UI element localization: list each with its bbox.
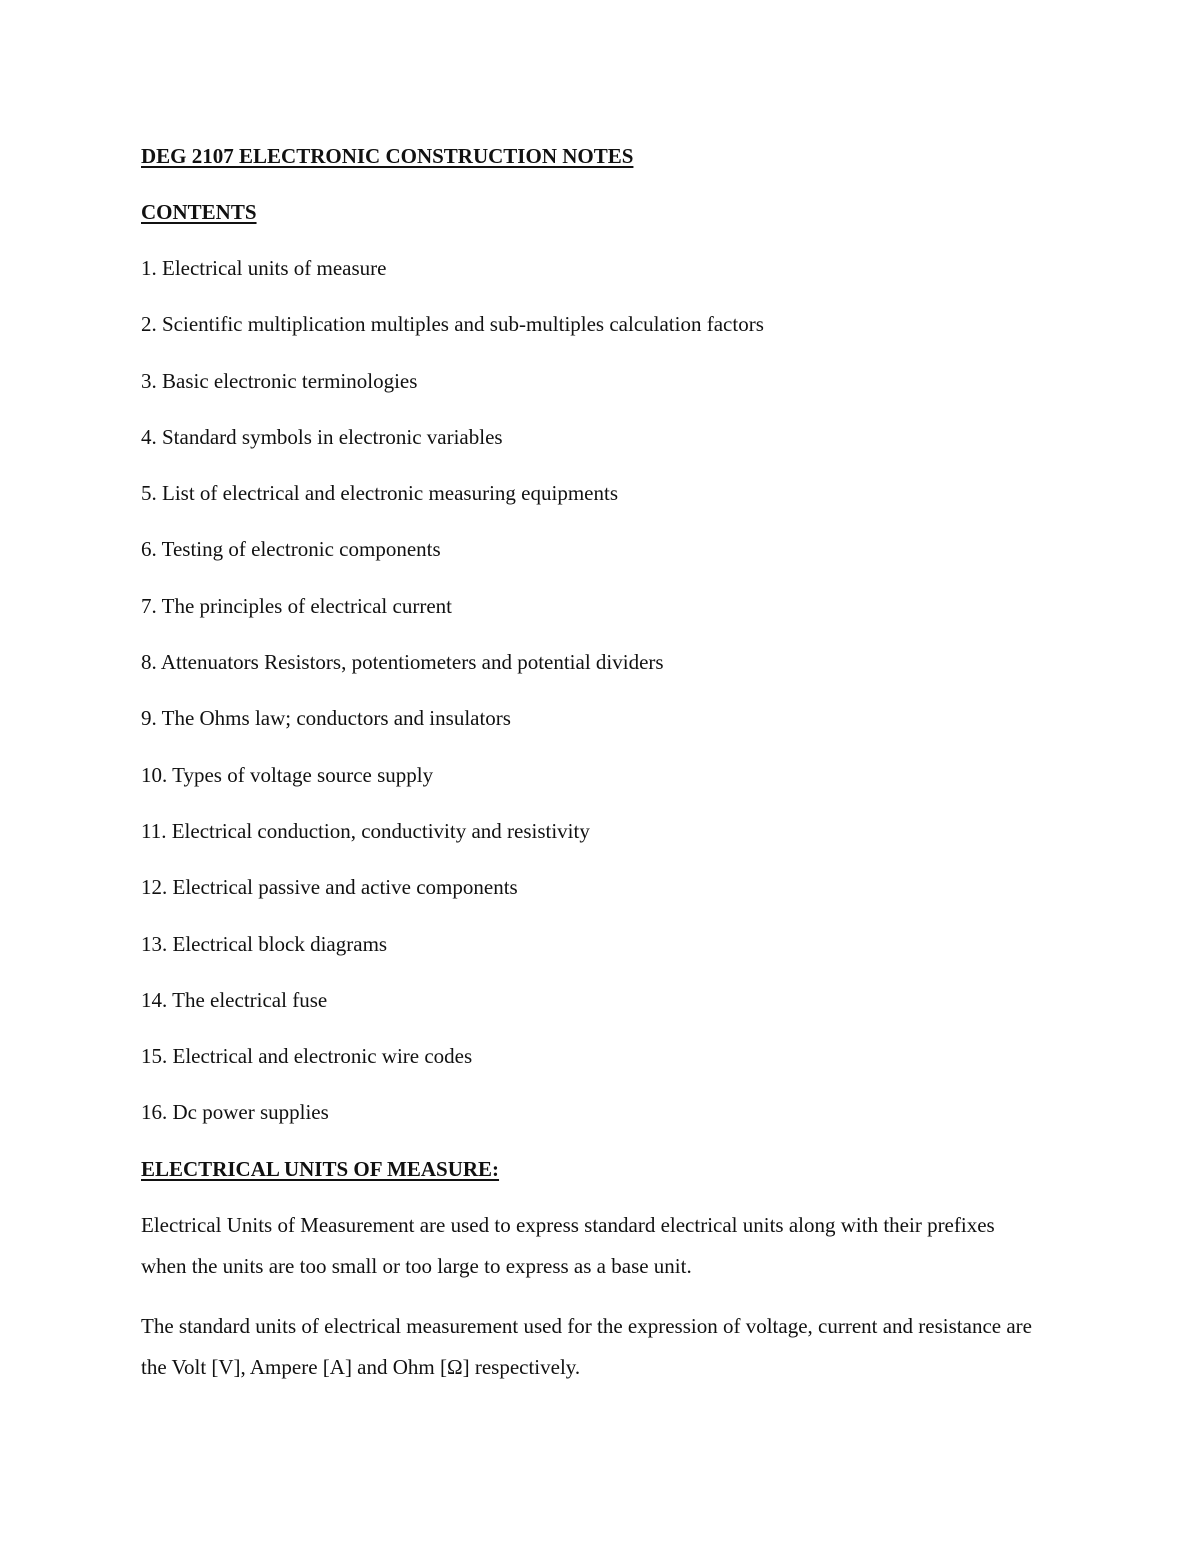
contents-item: 1. Electrical units of measure — [141, 256, 387, 280]
contents-item: 15. Electrical and electronic wire codes — [141, 1044, 473, 1069]
section-heading: ELECTRICAL UNITS OF MEASURE: — [141, 1156, 500, 1181]
contents-item: 2. Scientific multiplication multiples and sub-multiples calculation factors — [141, 312, 764, 337]
contents-item: 5. List of electrical and electronic measuring equipments — [141, 481, 618, 506]
contents-item: 8. Attenuators Resistors, potentiometers and potential dividers — [141, 650, 664, 675]
contents-list — [141, 252, 1041, 1128]
contents-item: 14. The electrical fuse — [141, 987, 328, 1012]
contents-item: 6. Testing of electronic components — [141, 537, 441, 562]
contents-item: 10. Types of voltage source supply — [141, 762, 434, 787]
contents-item: 9. The Ohms law; conductors and insulators — [141, 706, 511, 731]
document-body — [141, 140, 1041, 1388]
contents-item: 13. Electrical block diagrams — [141, 931, 388, 956]
contents-item: 7. The principles of electrical current — [141, 593, 452, 618]
contents-item: 4. Standard symbols in electronic variables — [141, 424, 503, 449]
contents-item: 16. Dc power supplies — [141, 1100, 329, 1125]
paragraph: The standard units of electrical measurement used for the expression of voltage, current and resistance are the Volt [V], Ampere [A] and Ohm [Ω] respectively. — [141, 1313, 1032, 1379]
contents-item: 11. Electrical conduction, conductivity and resistivity — [141, 818, 590, 843]
contents-item: 12. Electrical passive and active components — [141, 875, 518, 900]
paragraph: Electrical Units of Measurement are used to express standard electrical units along with their prefixes when the units are too small or too large to express as a base unit. — [141, 1212, 995, 1278]
contents-heading: CONTENTS — [141, 200, 257, 224]
document-title: DEG 2107 ELECTRONIC CONSTRUCTION NOTES — [141, 144, 634, 168]
contents-item: 3. Basic electronic terminologies — [141, 368, 418, 393]
